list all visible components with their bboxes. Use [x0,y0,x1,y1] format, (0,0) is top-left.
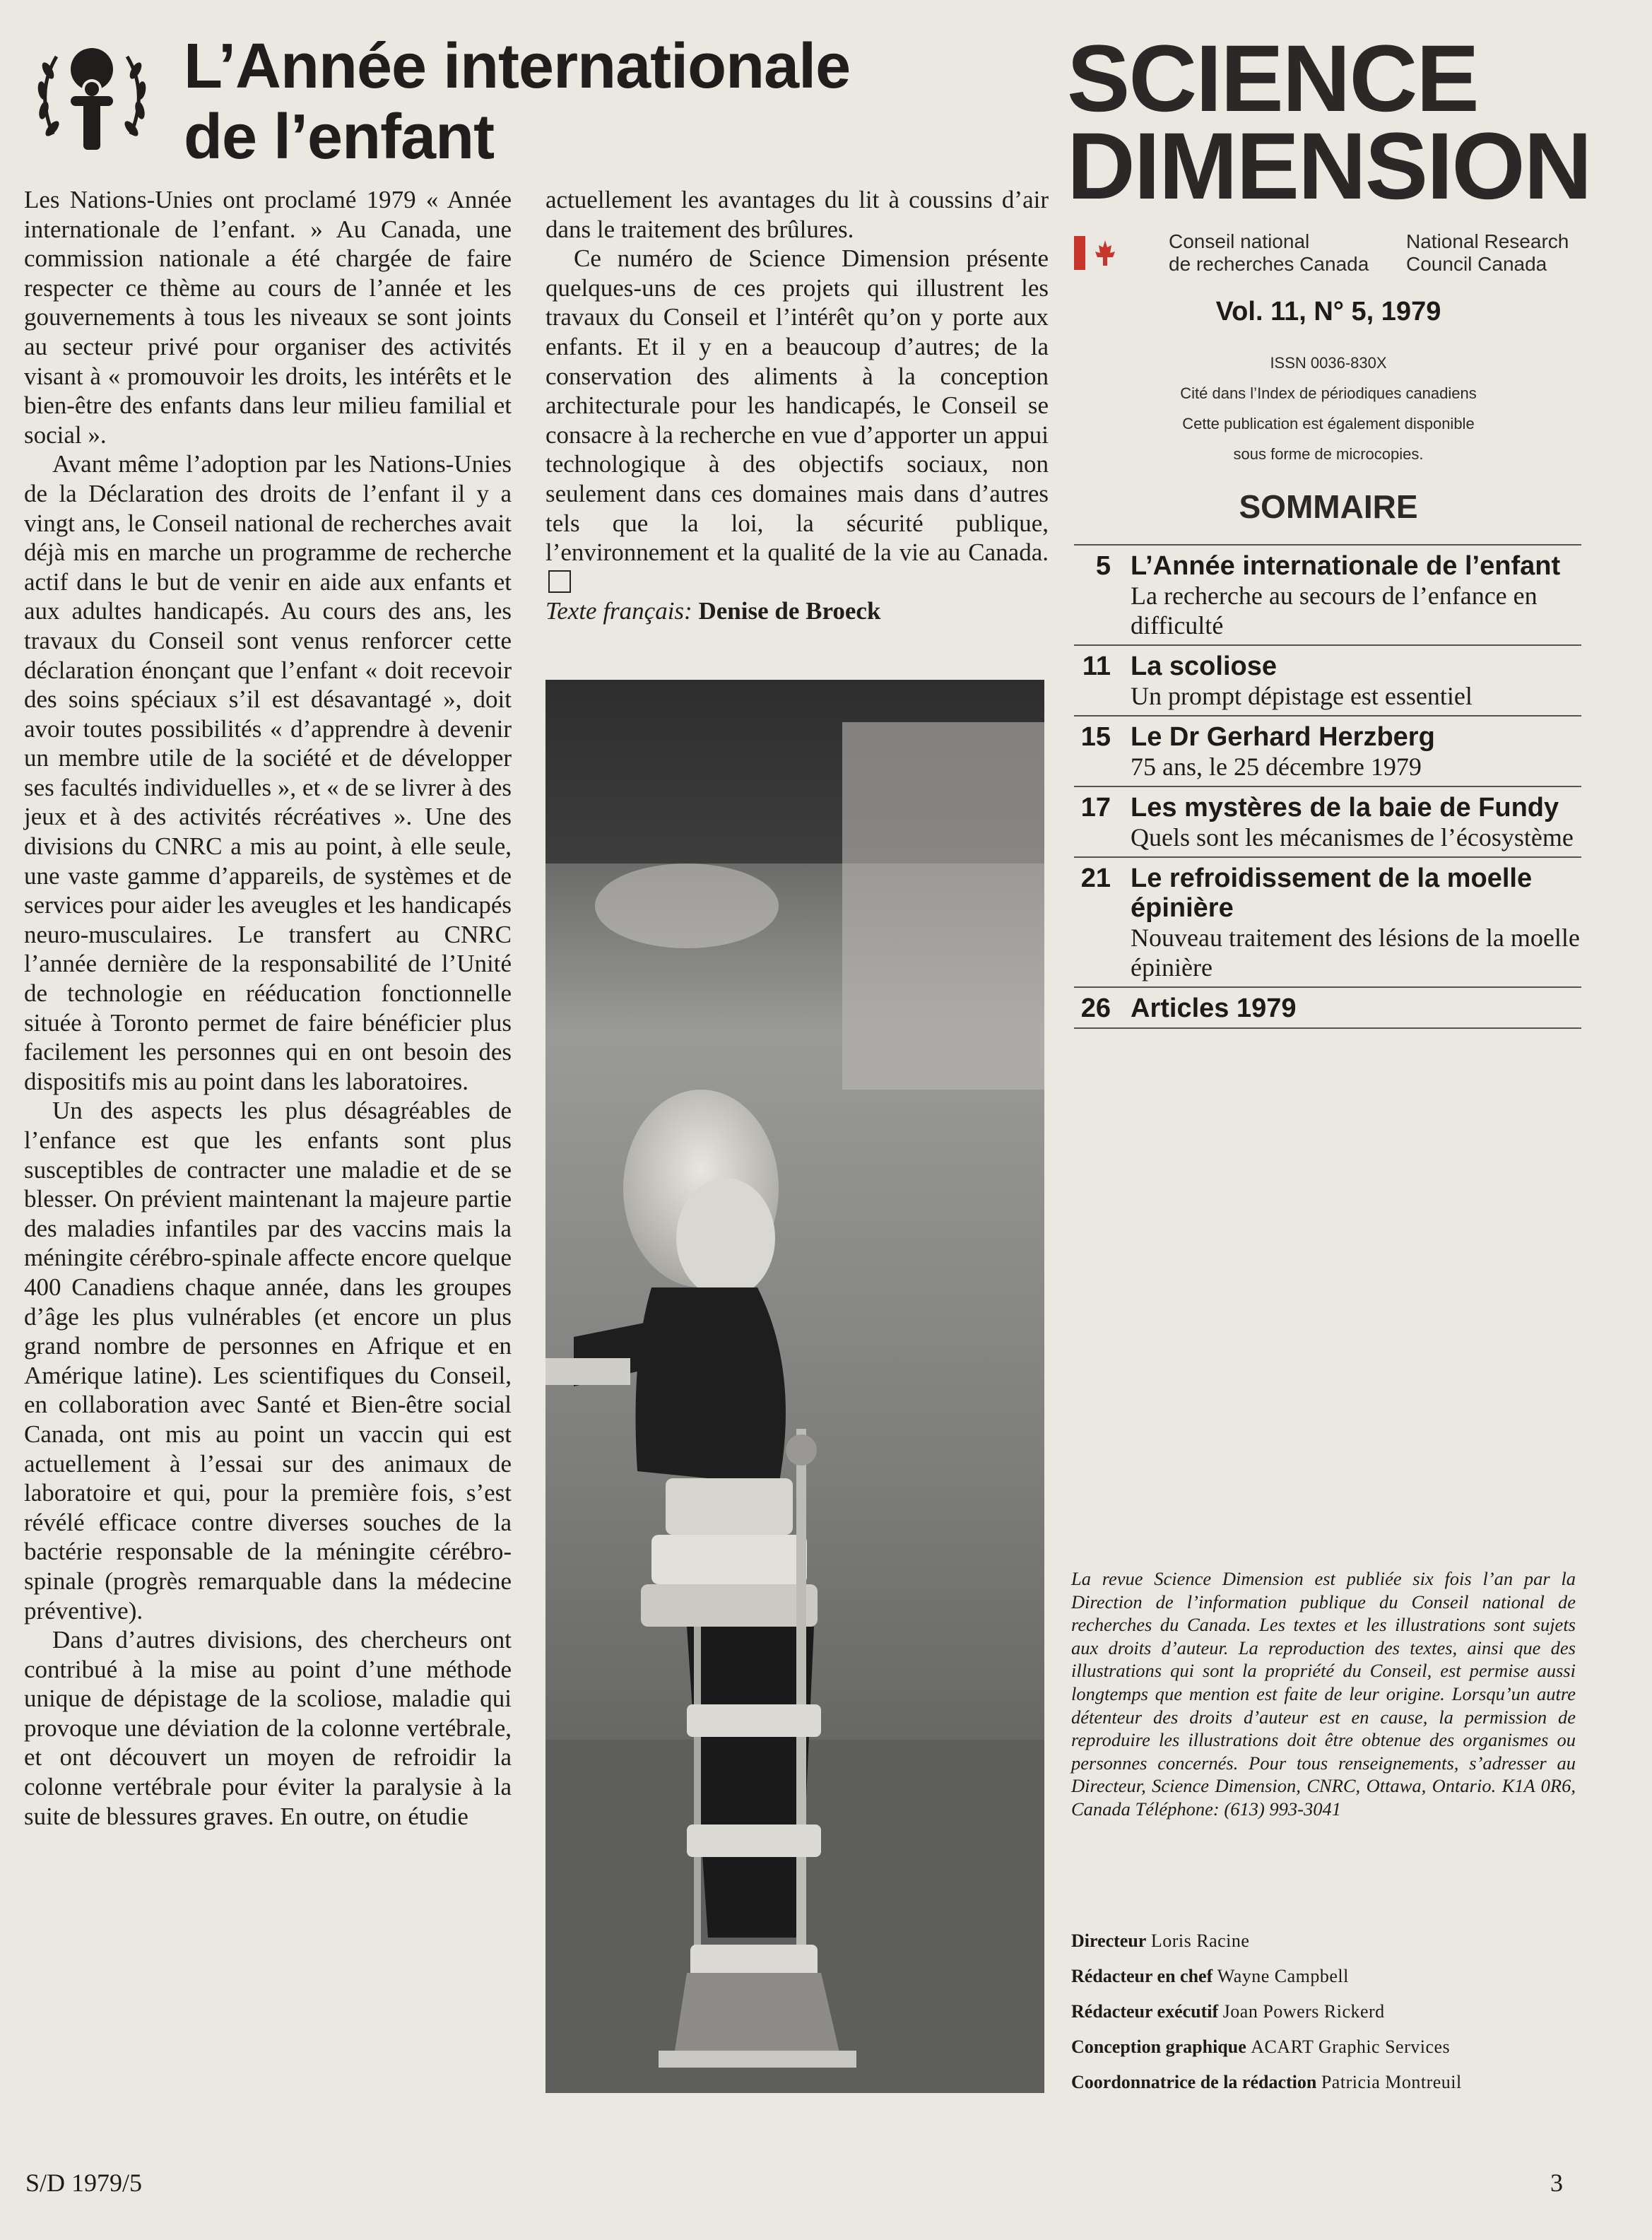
colophon-note: La revue Science Dimension est publiée six fois l’an par la Direction de l’information publique du Conseil national de recherches du Canada. Les textes et les illustrations sont sujets aux droits d’auteur. La reproduction des textes, ainsi que des illustrations qui sont la propriété du Conseil, est permise aussi longtemps que mention est faite de leur origine. Lorsqu’un autre détenteur des droits d’auteur est en cause, la permission de reproduire les illustrations doit être obtenue des organismes ou personnes concernés. Pour tous renseignements, s’adresser au Directeur, Science Dimension, CNRC, Ottawa, Ontario. K1A 0R6, Canada Téléphone: (613) 993-3041 [1071,1568,1576,1820]
issue-volume: Vol. 11, N° 5, 1979 [1215,297,1441,326]
staff-line [1071,1923,1580,1959]
headline-line-1: L’Année internationale [184,31,851,102]
staff-role: Coordonnatrice de la rédaction [1071,2072,1317,2092]
toc-page-number: 26 [1080,994,1111,1023]
staff-credits [1071,1923,1580,2100]
article-paragraph: Les Nations-Unies ont proclamé 1979 « Année internationale de l’enfant. » Au Canada, une commission nationale a été chargée de faire respecter ce thème au cours de l’année et les gouvernements à tous les niveaux se sont joints au secteur privé pour organiser des activités visant à « promouvoir les droits, les intérêts et le bien-être des enfants dans leur milieu familial et social ». [24,186,512,449]
issn: ISSN 0036-830X [1270,354,1387,372]
end-of-article-mark [548,570,571,593]
publisher-en-line-2: Council Canada [1406,253,1547,275]
publisher-name-fr [1169,230,1395,276]
article-paragraph: Un des aspects les plus désagréables de l’enfance est que les enfants sont plus susceptibles de contracter une maladie et de se blesser. On prévient maintenant la majeure partie des maladies infantiles par des vaccins mais la méningite cérébro-spinale affecte encore quelque 400 Canadiens chaque année, dans les groupes d’âge les plus vulnérables (et encore un plus grand nombre de personnes en Afrique et en Amérique latine). Les scientifiques du Conseil, en collaboration avec Santé et Bien-être social Canada, ont mis au point un vaccin qui est actuellement à l’essai sur des animaux de laboratoire et qui, pour la première fois, s’est révélé efficace contre diverses souches de la bactérie responsable de la méningite cérébro-spinale (progrès remarquable dans la médecine préventive). [24,1097,512,1625]
sommaire-heading: SOMMAIRE [1239,488,1418,525]
staff-line [1071,2029,1580,2065]
toc-subtitle: La recherche au secours de l’enfance en difficulté [1131,582,1538,639]
translator-name: Denise de Broeck [698,597,881,625]
article-paragraph: Dans d’autres divisions, des chercheurs ont contribué à la mise au point d’une méthode unique de dépistage de la scoliose, maladie qui provoque une déviation de la colonne vertébrale, et ont découvert un moyen de refroidir la colonne vertébrale pour éviter la paralysie à la suite de blessures graves. En outre, on étudie [24,1626,512,1830]
staff-role: Directeur [1071,1930,1147,1951]
toc-subtitle: Quels sont les mécanismes de l’écosystème [1131,823,1574,851]
toc-title: Le Dr Gerhard Herzberg [1131,722,1435,752]
staff-role: Conception graphique [1071,2036,1246,2057]
article-paragraph: Avant même l’adoption par les Nations-Unies de la Déclaration des droits de l’enfant il y a vingt ans, le Conseil national de recherches avait déjà mis en marche un programme de recherche actif dans le but de venir en aide aux enfants et aux adultes handicapés. Au cours des ans, les travaux du Conseil sont venus renforcer cette déclaration énonçant que l’enfant « doit recevoir des soins spéciaux s’il est désavantagé », doit avoir toutes possibilités « d’apprendre à devenir un membre utile de la société et de développer ses facultés individuelles », et « de se livrer à des jeux et à des activités récréatives ». Une des divisions du CNRC a mis au point, à elle seule, une vaste gamme d’appareils, de systèmes et de services pour aider les aveugles et les handicapés neuro-musculaires. Le transfert au CNRC l’année dernière de la responsabilité de l’Unité de technologie en rééducation fonctionnelle située à Toronto permet de faire bénéficier plus facilement les personnes qui en ont besoin des dispositifs mis au point dans les laboratoires. [24,450,512,1095]
toc-page-number: 21 [1080,863,1111,893]
toc-item[interactable] [1074,856,1581,986]
toc-title: Les mystères de la baie de Fundy [1131,793,1559,823]
toc-title: Le refroidissement de la moelle épinière [1131,863,1533,923]
table-of-contents [1074,544,1581,1029]
staff-name: Loris Racine [1150,1930,1250,1951]
toc-item[interactable] [1074,986,1581,1029]
publisher-en-line-1: National Research [1406,230,1569,252]
toc-subtitle: 75 ans, le 25 décembre 1979 [1131,753,1422,781]
toc-subtitle: Un prompt dépistage est essentiel [1131,682,1473,710]
staff-role: Rédacteur exécutif [1071,2001,1219,2022]
staff-role: Rédacteur en chef [1071,1966,1213,1986]
toc-title: Articles 1979 [1131,994,1297,1023]
child-in-leg-brace-photo [545,680,1044,2093]
issue-code-footer: S/D 1979/5 [25,2169,143,2197]
magazine-masthead [1067,26,1632,219]
article-headline [184,31,1053,172]
staff-name: Wayne Campbell [1217,1966,1349,1986]
article-column-1 [24,185,512,1831]
issue-info [1074,348,1583,469]
canada-flag-icon [1074,236,1129,270]
toc-item[interactable] [1074,786,1581,856]
iyc-mother-child-emblem-icon [28,35,155,163]
toc-item[interactable] [1074,715,1581,786]
staff-line [1071,2065,1580,2100]
article-paragraph-text: Ce numéro de Science Dimension présente quelques-uns de ces projets qui illustrent les travaux du Conseil et l’intérêt qu’on y porte aux enfants. Et il y en a beaucoup d’autres; de la conservation des aliments à la conception architecturale pour les handicapés, le Conseil se consacre à la recherche en vue d’apporter un appui technologique à des objectifs sociaux, non seulement dans ces domaines mais dans d’autres tels que la loi, la sécurité publique, l’environnement et la qualité de la vie au Canada. [545,244,1049,567]
toc-page-number: 11 [1082,652,1111,681]
toc-item[interactable] [1074,644,1581,715]
toc-title: L’Année internationale de l’enfant [1131,551,1561,581]
masthead-line-2: DIMENSION [1067,114,1591,219]
staff-name: Joan Powers Rickerd [1222,2001,1385,2022]
staff-name: ACART Graphic Services [1251,2036,1451,2057]
toc-item[interactable] [1074,544,1581,644]
page-number: 3 [1550,2169,1563,2197]
article-paragraph: actuellement les avantages du lit à coussins d’air dans le traitement des brûlures. [545,186,1049,243]
staff-name: Patricia Montreuil [1321,2072,1462,2092]
toc-title: La scoliose [1131,652,1277,681]
masthead-line-1: SCIENCE [1067,26,1478,131]
article-column-2 [545,185,1049,626]
staff-line [1071,1994,1580,2029]
staff-line [1071,1959,1580,1994]
toc-page-number: 15 [1080,722,1111,752]
headline-line-2: de l’enfant [184,102,495,172]
microform-note-1: Cette publication est également disponible [1182,415,1475,432]
translation-credit [545,596,1049,626]
publisher-block [1074,230,1583,280]
publisher-fr-line-1: Conseil national [1169,230,1310,252]
index-note: Cité dans l’Index de périodiques canadiens [1180,384,1477,402]
translation-label: Texte français: [545,597,692,625]
toc-page-number: 5 [1095,551,1111,581]
publisher-fr-line-2: de recherches Canada [1169,253,1369,275]
article-paragraph [545,244,1049,596]
toc-subtitle: Nouveau traitement des lésions de la moelle épinière [1131,924,1580,982]
toc-page-number: 17 [1080,793,1111,823]
publisher-name-en [1406,230,1590,276]
microform-note-2: sous forme de microcopies. [1233,445,1424,463]
